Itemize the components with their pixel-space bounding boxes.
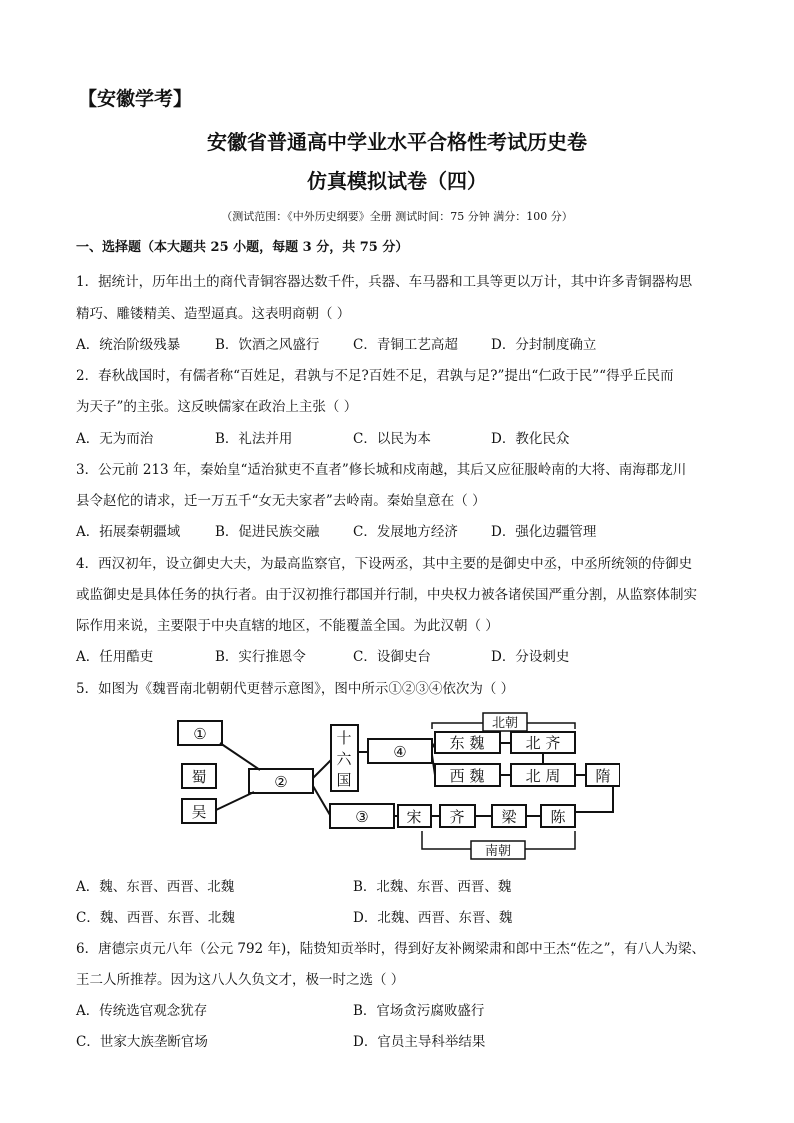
q3-option-a: A．拓展秦朝疆域: [76, 524, 181, 540]
q4-line-3: 际作用来说，主要限于中央直辖的地区，不能覆盖全国。为此汉朝（ ）: [76, 618, 499, 634]
label-beiqi: 北 齐: [525, 734, 561, 752]
q6-option-a: A．传统选官观念犹存: [76, 1003, 208, 1019]
label-song: 宋: [406, 808, 422, 826]
q5-line-1: 5．如图为《魏晋南北朝朝代更替示意图》，图中所示①②③④依次为（ ）: [76, 681, 515, 697]
label-n4: ④: [393, 743, 407, 761]
q2-option-a: A．无为而治: [76, 431, 154, 447]
line-2-3: [313, 786, 330, 815]
dynasty-diagram: [170, 703, 620, 863]
q3-option-d: D．强化边疆管理: [491, 524, 597, 540]
q1-line-2: 精巧、雕镂精美、造型逼真。这表明商朝（ ）: [76, 306, 351, 322]
q1-option-a: A．统治阶级残暴: [76, 337, 181, 353]
label-qi: 齐: [449, 808, 465, 826]
exam-title: 安徽省普通高中学业水平合格性考试历史卷: [207, 130, 587, 154]
q3-option-c: C．发展地方经济: [353, 524, 458, 540]
label-dongwei: 东 魏: [449, 734, 485, 752]
exam-tag: 【安徽学考】: [78, 88, 193, 110]
q1-option-d: D．分封制度确立: [491, 337, 597, 353]
q6-line-2: 王二人所推荐。因为这八人久负文才，极一时之选（ ）: [76, 972, 405, 988]
q4-option-c: C．设御史台: [353, 649, 431, 665]
q1-option-b: B．饮酒之风盛行: [215, 337, 320, 353]
line-2-16: [313, 760, 331, 778]
label-sixteen-3: 国: [336, 771, 352, 789]
label-wu: 吴: [191, 803, 207, 821]
q4-option-d: D．分设刺史: [491, 649, 570, 665]
label-shu: 蜀: [191, 768, 207, 786]
q4-line-1: 4．西汉初年，设立御史大夫，为最高监察官，下设两丞，其中主要的是御史中丞，中丞所统领的侍御史: [76, 556, 693, 572]
q3-option-b: B．促进民族交融: [215, 524, 320, 540]
line-wu-2: [216, 792, 254, 810]
label-south: 南朝: [484, 844, 512, 859]
exam-subtitle: 仿真模拟试卷（四）: [307, 169, 487, 193]
label-n3: ③: [355, 808, 369, 826]
q6-option-b: B．官场贪污腐败盛行: [353, 1003, 485, 1019]
q2-option-c: C．以民为本: [353, 431, 431, 447]
q5-option-a: A．魏、东晋、西晋、北魏: [76, 879, 235, 895]
label-liang: 梁: [501, 808, 517, 826]
q1-option-c: C．青铜工艺高超: [353, 337, 458, 353]
q4-option-a: A．任用酷吏: [76, 649, 154, 665]
q2-line-1: 2．春秋战国时，有儒者称“百姓足，君孰与不足?百姓不足，君孰与足?”提出“仁政于民”“得乎丘民而: [76, 368, 674, 384]
q5-option-c: C．魏、西晋、东晋、北魏: [76, 910, 235, 926]
label-beizhou: 北 周: [525, 767, 561, 785]
q4-option-b: B．实行推恩令: [215, 649, 306, 665]
label-north: 北朝: [491, 716, 519, 731]
label-sixteen-1: 十: [336, 729, 352, 747]
q5-option-d: D．北魏、西晋、东晋、魏: [353, 910, 513, 926]
q6-line-1: 6．唐德宗贞元八年（公元 792 年)，陆贽知贡举时，得到好友补阙梁肃和郎中王杰“佐之”，有八人为梁、: [76, 941, 706, 957]
label-sui: 隋: [595, 767, 611, 785]
label-sixteen-2: 六: [336, 750, 352, 768]
q6-option-c: C．世家大族垄断官场: [76, 1034, 208, 1050]
exam-meta: （测试范围：《中外历史纲要》全册 测试时间：75 分钟 满分：100 分）: [221, 210, 573, 223]
label-xiwei: 西 魏: [449, 767, 485, 785]
line-1-2: [220, 743, 260, 770]
q2-line-2: 为天子”的主张。这反映儒家在政治上主张（ ）: [76, 399, 358, 415]
label-n2: ②: [274, 773, 288, 791]
q3-line-2: 县令赵佗的请求，迁一万五千“女无夫家者”去岭南。秦始皇意在（ ）: [76, 493, 486, 509]
q2-option-d: D．教化民众: [491, 431, 570, 447]
line-chen-sui: [575, 786, 613, 812]
q5-option-b: B．北魏、东晋、西晋、魏: [353, 879, 512, 895]
q3-line-1: 3．公元前 213 年，秦始皇“适治狱吏不直者”修长城和戍南越，其后又应征服岭南的大将、南海郡龙川: [76, 462, 687, 478]
label-n1: ①: [193, 725, 207, 743]
section-heading: 一、选择题（本大题共 25 小题，每题 3 分，共 75 分）: [76, 240, 409, 255]
q1-line-1: 1．据统计，历年出土的商代青铜容器达数千件，兵器、车马器和工具等更以万计，其中许多青铜器构思: [76, 274, 693, 290]
label-chen: 陈: [550, 808, 566, 826]
q2-option-b: B．礼法并用: [215, 431, 293, 447]
q6-option-d: D．官员主导科举结果: [353, 1034, 486, 1050]
q4-line-2: 或监御史是具体任务的执行者。由于汉初推行郡国并行制，中央权力被各诸侯国严重分割，从监察体制实: [76, 587, 697, 603]
